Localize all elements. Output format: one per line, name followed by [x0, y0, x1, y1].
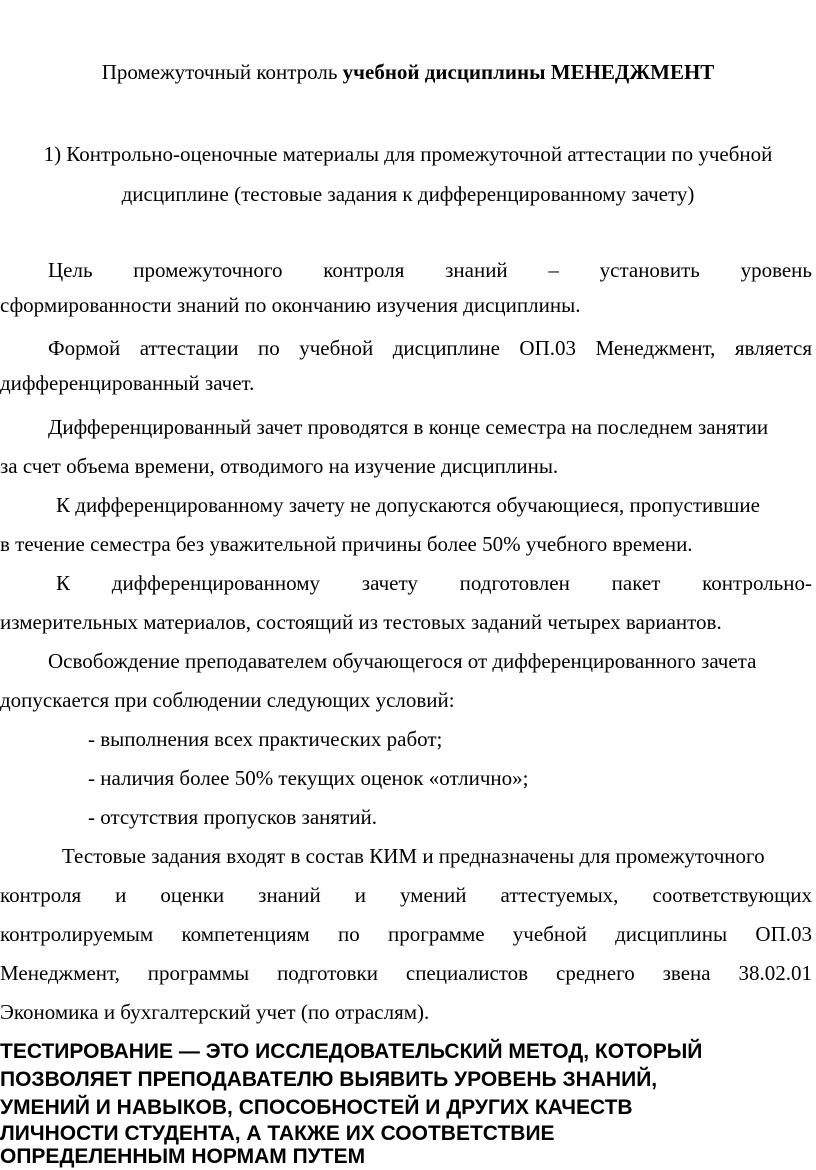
condition-item: - наличия более 50% текущих оценок «отлично»;: [88, 766, 529, 790]
paragraph-form-line-2: дифференцированный зачет.: [0, 371, 255, 395]
paragraph-form-line-1: Формой аттестации по учебной дисциплине ОП.03 Менеджмент, является: [48, 336, 812, 360]
page-title: [0, 58, 816, 86]
testing-definition-line-4: ЛИЧНОСТИ СТУДЕНТА, А ТАКЖЕ ИХ СООТВЕТСТВИЕ: [0, 1122, 555, 1145]
title-bold-part: учебной дисциплины МЕНЕДЖМЕНТ: [342, 60, 715, 84]
paragraph-goal-line-2: сформированности знаний по окончанию изучения дисциплины.: [0, 293, 581, 317]
title-normal-part: Промежуточный контроль: [101, 60, 343, 84]
section-heading-line-1: 1) Контрольно-оценочные материалы для промежуточной аттестации по учебной: [43, 142, 773, 166]
condition-item: - отсутствия пропусков занятий.: [88, 805, 377, 829]
paragraph-tests-line-4: Менеджмент, программы подготовки специалистов среднего звена 38.02.01: [0, 961, 812, 985]
condition-item: - выполнения всех практических работ;: [88, 727, 443, 751]
paragraph-tests-line-3: контролируемым компетенциям по программе учебной дисциплины ОП.03: [0, 922, 812, 946]
paragraph-tests-line-1: Тестовые задания входят в состав КИМ и предназначены для промежуточного: [62, 844, 765, 868]
paragraph-exemption-line-2: допускается при соблюдении следующих условий:: [0, 688, 455, 712]
testing-definition-line-5: ОПРЕДЕЛЕННЫМ НОРМАМ ПУТЕМ: [0, 1145, 366, 1168]
paragraph-timing-line-2: за счет объема времени, отводимого на изучение дисциплины.: [0, 454, 559, 478]
paragraph-package-line-2: измерительных материалов, состоящий из тестовых заданий четырех вариантов.: [0, 610, 722, 634]
paragraph-admission-line-1: К дифференцированному зачету не допускаются обучающиеся, пропустившие: [56, 493, 760, 517]
paragraph-admission-line-2: в течение семестра без уважительной причины более 50% учебного времени.: [0, 532, 693, 556]
paragraph-goal-line-1: Цель промежуточного контроля знаний – установить уровень: [48, 258, 812, 282]
paragraph-package-line-1: К дифференцированному зачету подготовлен пакет контрольно-: [56, 571, 812, 595]
testing-definition-line-3: УМЕНИЙ И НАВЫКОВ, СПОСОБНОСТЕЙ И ДРУГИХ КАЧЕСТВ: [0, 1096, 633, 1119]
testing-definition-line-1: ТЕСТИРОВАНИЕ — ЭТО ИССЛЕДОВАТЕЛЬСКИЙ МЕТОД, КОТОРЫЙ: [0, 1040, 703, 1063]
paragraph-exemption-line-1: Освобождение преподавателем обучающегося от дифференцированного зачета: [48, 649, 757, 673]
paragraph-tests-line-2: контроля и оценки знаний и умений аттестуемых, соответствующих: [0, 883, 812, 907]
section-heading-line-2: дисциплине (тестовые задания к дифференцированному зачету): [121, 182, 695, 206]
paragraph-timing-line-1: Дифференцированный зачет проводятся в конце семестра на последнем занятии: [48, 415, 769, 439]
paragraph-tests-line-5: Экономика и бухгалтерский учет (по отраслям).: [0, 1000, 430, 1024]
testing-definition-line-2: ПОЗВОЛЯЕТ ПРЕПОДАВАТЕЛЮ ВЫЯВИТЬ УРОВЕНЬ ЗНАНИЙ,: [0, 1068, 658, 1091]
